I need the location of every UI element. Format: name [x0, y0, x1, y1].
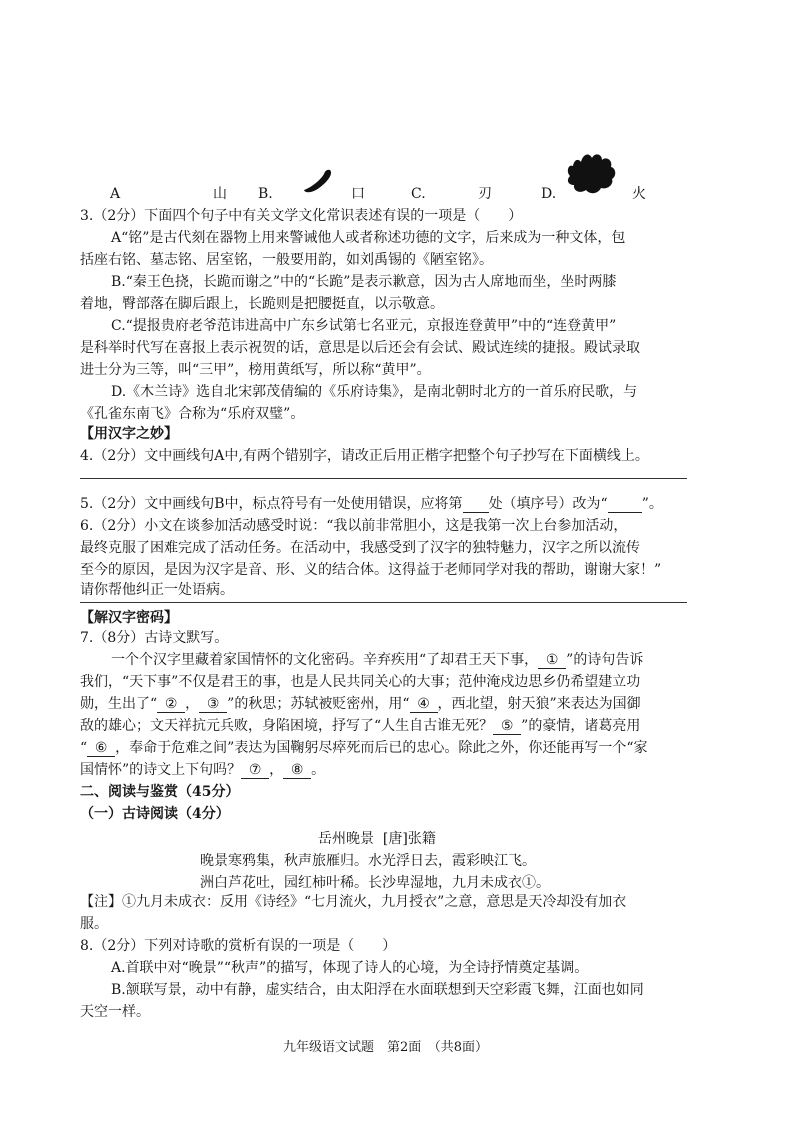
- q7-blank-3[interactable]: ③: [199, 696, 227, 713]
- q7-text: “: [80, 740, 88, 756]
- q3-option-a-line1: A“铭”是古代刻在器物上用来警诫他人或者称述功德的文字，后来成为一种文体，包: [111, 230, 626, 246]
- q8-stem: 8.（2分）下列对诗歌的赏析有误的一项是（ ）: [80, 938, 397, 954]
- q3-option-d-line1: D.《木兰诗》选自北宋郭茂倩编的《乐府诗集》，是南北朝时北方的一首乐府民歌，与: [111, 384, 638, 400]
- option-c-char: 刃: [478, 186, 492, 202]
- section-jie-heading: 【解汉字密码】: [80, 610, 178, 626]
- q5-text-part2: 处（填序号）改为“: [488, 496, 608, 512]
- q7-text: ，: [185, 696, 200, 712]
- option-b-char: 口: [351, 186, 365, 202]
- q3-option-c-line1: C.“提报贵府老爷范讳进高中广东乡试第七名亚元，京报连登黄甲”中的“连登黄甲”: [111, 318, 617, 334]
- option-d-char: 火: [632, 186, 646, 202]
- q5-blank-mark[interactable]: [608, 496, 642, 513]
- fire-glyph-image: [564, 150, 620, 196]
- q6-line1: 6.（2分）小文在谈参加活动感受时说：“我以前非常胆小，这是我第一次上台参加活动，: [80, 518, 628, 534]
- q7-line1: [111, 652, 643, 669]
- q4-stem: 4.（2分）文中画线句A中,有两个错别字，请改正后用正楷字把整个句子抄写在下面横线上。: [80, 448, 649, 464]
- q7-line6: [80, 762, 325, 779]
- brush-stroke-image: [302, 166, 338, 196]
- note-line2: 服。: [80, 916, 108, 932]
- poem-heading: [318, 828, 436, 848]
- q7-line4: [80, 718, 640, 735]
- q5-blank-number[interactable]: [463, 496, 489, 513]
- section-yong-heading: 【用汉字之妙】: [80, 426, 178, 442]
- q7-blank-6[interactable]: ⑥: [87, 740, 115, 757]
- note-line1: 【注】①九月未成衣：反用《诗经》“七月流火，九月授衣”之意，意思是天冷却没有加衣: [80, 894, 627, 910]
- poem-author: [唐]张籍: [382, 831, 436, 847]
- q7-text: ”的豪情，诸葛亮用: [521, 718, 641, 734]
- q4-answer-line[interactable]: [80, 478, 687, 479]
- q7-text: 。: [311, 762, 326, 778]
- q8-option-b-line2: 天空一样。: [80, 1004, 150, 1020]
- q3-option-c-line3: 进士分为三等，叫“三甲”，榜用黄纸写，所以称“黄甲”。: [80, 362, 431, 378]
- q7-text: 勋，生出了“: [80, 696, 158, 712]
- option-b-label: B.: [258, 186, 273, 202]
- part2-title: 二、阅读与鉴赏（45分）: [80, 784, 240, 800]
- sub1-title: （一）古诗阅读（4分）: [80, 806, 230, 822]
- q3-stem: 3.（2分）下面四个句子中有关文学文化常识表述有误的一项是（ ）: [80, 208, 523, 224]
- q7-blank-2[interactable]: ②: [157, 696, 185, 713]
- q6-line3: 至今的原因，是因为汉字是音、形、义的结合体。这得益于老师同学对我的帮助，谢谢大家！”: [80, 562, 662, 578]
- q5-stem: [80, 496, 663, 513]
- q3-option-c-line2: 是科举时代写在喜报上表示祝贺的话，意思是以后还会有会试、殿试连续的捷报。殿试录取: [80, 340, 640, 356]
- q8-option-b-line1: B.颔联写景，动中有静，虚实结合，由太阳浮在水面联想到天空彩霞飞舞，江面也如同: [111, 982, 644, 998]
- page-footer: 九年级语文试题 第2面 （共8面）: [283, 1040, 489, 1055]
- q7-text: ，: [269, 762, 284, 778]
- q7-blank-7[interactable]: ⑦: [241, 762, 269, 779]
- option-c-label: C.: [411, 186, 426, 202]
- q7-line5: [80, 740, 647, 757]
- q7-text: ，奉命于危难之间”表达为国鞠躬尽瘁死而后已的忠心。除此之外，你还能再写一个“家: [115, 740, 648, 756]
- q8-option-a: A.首联中对“晚景”“秋声”的描写，体现了诗人的心境，为全诗抒情奠定基调。: [111, 960, 589, 976]
- q6-answer-line[interactable]: [80, 602, 687, 603]
- q7-text: ，西北望，射天狼”来表达为国御: [437, 696, 641, 712]
- q3-option-d-line2: 《孔雀东南飞》合称为“乐府双璧”。: [80, 406, 305, 422]
- q6-line2: 最终克服了困难完成了活动任务。在活动中，我感受到了汉字的独特魅力，汉字之所以流传: [80, 540, 640, 556]
- q7-text: ”的诗句告诉: [566, 652, 644, 668]
- q7-blank-8[interactable]: ⑧: [283, 762, 311, 779]
- option-a-label: A: [110, 186, 121, 202]
- q6-line4: 请你帮他纠正一处语病。: [80, 582, 234, 598]
- q7-line3: [80, 696, 641, 713]
- option-a-char: 山: [213, 186, 227, 202]
- q7-text: 国情怀”的诗文上下句吗？: [80, 762, 242, 778]
- q7-blank-5[interactable]: ⑤: [493, 718, 521, 735]
- q5-text-part1: 5.（2分）文中画线句B中，标点符号有一处使用错误，应将第: [80, 496, 463, 512]
- q7-blank-1[interactable]: ①: [538, 652, 566, 669]
- q3-option-a-line2: 括座右铭、墓志铭、居室铭，一般要用韵，如刘禹锡的《陋室铭》。: [80, 252, 493, 268]
- q5-text-part3: ”。: [641, 496, 663, 512]
- poem-title: 岳州晚景: [318, 831, 374, 847]
- poem-line1: 晚景寒鸦集，秋声旅雁归。水光浮日去，霞彩映江飞。: [200, 853, 536, 869]
- q3-option-b-line2: 着地，臀部落在脚后跟上，长跪则是把腰挺直，以示敬意。: [80, 296, 444, 312]
- q7-text: 敌的雄心；文天祥抗元兵败，身陷困境，抒写了“人生自古谁无死？: [80, 718, 494, 734]
- q7-text: 一个个汉字里藏着家国情怀的文化密码。辛弃疾用“了却君王天下事，: [111, 652, 539, 668]
- q7-blank-4[interactable]: ④: [410, 696, 438, 713]
- q7-line2: 我们，“天下事”不仅是君王的事，也是人民共同关心的大事；范仲淹戍边思乡仍希望建立功: [80, 674, 641, 690]
- poem-line2: 洲白芦花吐，园红柿叶稀。长沙卑湿地，九月未成衣①。: [200, 875, 550, 891]
- option-d-label: D.: [541, 186, 557, 202]
- q7-text: ”的秋思；苏轼被贬密州，用“: [227, 696, 410, 712]
- q7-stem: 7.（8分）古诗文默写。: [80, 630, 229, 646]
- q3-option-b-line1: B.“秦王色挠，长跪而谢之”中的“长跪”是表示歉意，因为古人席地而坐，坐时两膝: [111, 274, 617, 290]
